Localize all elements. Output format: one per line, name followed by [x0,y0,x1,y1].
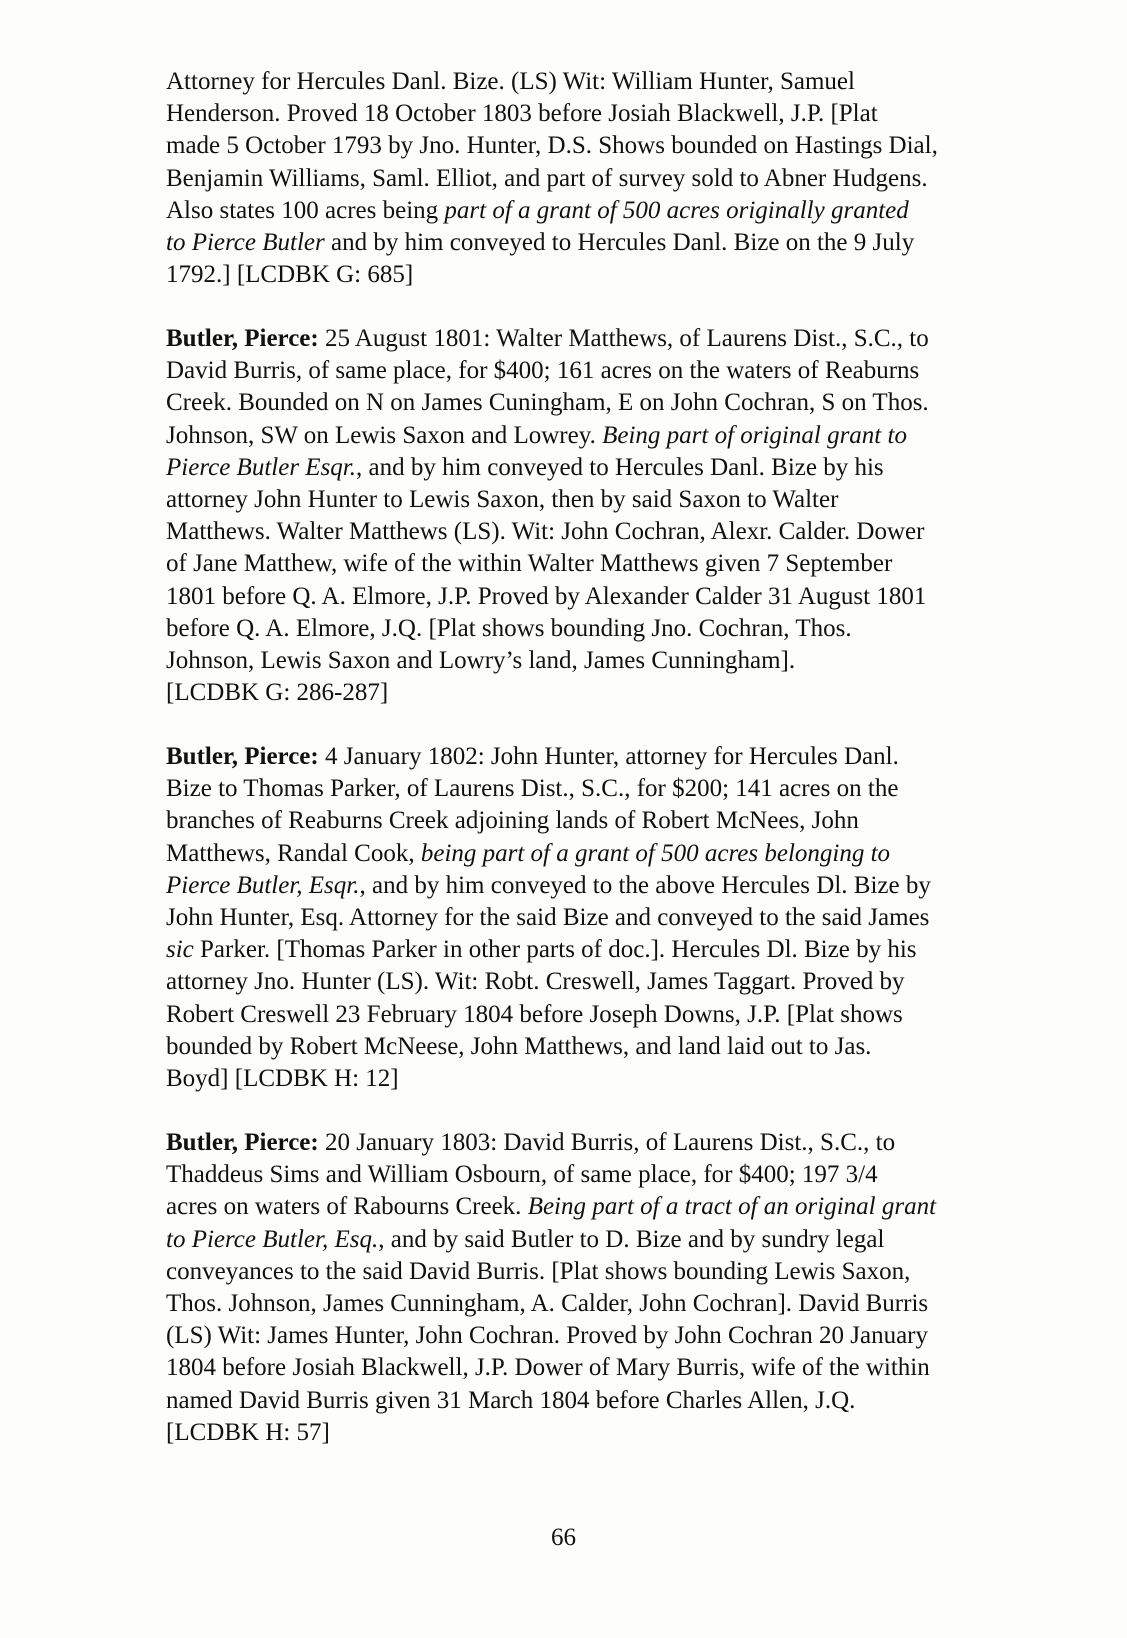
text-segment: (LS) Wit: James Hunter, John Cochran. Proved by John Cochran 20 January [166,1322,928,1350]
text-line [166,195,1046,227]
text-segment: before Q. A. Elmore, J.Q. [Plat shows bounding Jno. Cochran, Thos. [166,614,852,642]
text-line [166,902,1046,934]
italic-text: Pierce Butler, Esqr. [166,871,360,899]
text-segment: 20 January 1803: David Burris, of Laurens Dist., S.C., to [318,1129,896,1156]
text-line [166,581,1046,613]
text-segment: Johnson, Lewis Saxon and Lowry’s land, James Cunningham]. [166,647,796,675]
italic-text: part of a grant of 500 acres originally granted [444,196,909,224]
text-line [166,1256,1046,1288]
text-segment: Parker. [Thomas Parker in other parts of doc.]. Hercules Dl. Bize by his [193,936,917,964]
text-line [166,355,1046,387]
text-segment: , and by him conveyed to Hercules Danl. Bize by his [356,453,884,481]
text-line [166,259,1046,291]
text-segment: attorney John Hunter to Lewis Saxon, then by said Saxon to Walter [166,486,839,514]
text-segment: Benjamin Williams, Saml. Elliot, and part of survey sold to Abner Hudgens. [166,164,928,192]
text-line [166,1159,1046,1191]
text-line [166,645,1046,677]
italic-text: Being part of a tract of an original grant [527,1193,937,1221]
deed-entry-continued [166,66,1046,291]
italic-text: Pierce Butler Esqr. [166,453,357,481]
text-line [166,1417,1046,1449]
text-line [166,1031,1046,1063]
text-segment: Robert Creswell 23 February 1804 before Joseph Downs, J.P. [Plat shows [166,1000,903,1028]
text-segment: 4 January 1802: John Hunter, attorney for Hercules Danl. [318,743,899,770]
italic-text: being part of a grant of 500 acres belonging to [420,839,891,867]
deed-entry-butler-1801 [166,323,1046,709]
text-line [166,387,1046,419]
text-line [166,323,1046,355]
text-line [166,1224,1046,1256]
italic-text: to Pierce Butler, Esq. [166,1225,379,1253]
page-number: 66 [551,1524,576,1551]
text-line [166,516,1046,548]
text-segment: John Hunter, Esq. Attorney for the said Bize and conveyed to the said James [166,904,930,932]
text-line [166,227,1046,259]
text-line [166,613,1046,645]
text-line [166,452,1046,484]
text-line [166,805,1046,837]
text-segment: 1804 before Josiah Blackwell, J.P. Dower of Mary Burris, wife of the within [166,1354,930,1382]
text-line [166,548,1046,580]
text-line [166,1288,1046,1320]
text-segment: Attorney for Hercules Danl. Bize. (LS) Wit: William Hunter, Samuel [166,68,855,95]
text-segment: 1792.] [LCDBK G: 685] [166,261,414,289]
text-segment: attorney Jno. Hunter (LS). Wit: Robt. Creswell, James Taggart. Proved by [166,968,905,996]
text-line [166,838,1046,870]
text-segment: made 5 October 1793 by Jno. Hunter, D.S. Shows bounded on Hastings Dial, [166,132,938,160]
text-segment: 25 August 1801: Walter Matthews, of Laurens Dist., S.C., to [318,325,929,352]
text-segment: Thos. Johnson, James Cunningham, A. Calder, John Cochran]. David Burris [166,1290,929,1318]
text-line [166,741,1046,773]
text-segment: Bize to Thomas Parker, of Laurens Dist., S.C., for $200; 141 acres on the [166,775,899,803]
text-segment: Boyd] [LCDBK H: 12] [166,1065,399,1093]
text-line [166,677,1046,709]
text-segment: , and by him conveyed to the above Hercules Dl. Bize by [359,871,931,899]
entry-heading: Butler, Pierce: [166,743,319,770]
deed-entry-butler-1803 [166,1127,1046,1449]
text-segment: of Jane Matthew, wife of the within Walter Matthews given 7 September [166,550,893,578]
text-line [166,1385,1046,1417]
text-segment: bounded by Robert McNeese, John Matthews, and land laid out to Jas. [166,1032,872,1060]
text-line [166,1191,1046,1223]
text-segment: acres on waters of Rabourns Creek. [166,1193,528,1221]
text-segment: branches of Reaburns Creek adjoining lands of Robert McNees, John [166,807,859,835]
text-line [166,966,1046,998]
text-segment: named David Burris given 31 March 1804 before Charles Allen, J.Q. [166,1386,856,1414]
text-segment: Creek. Bounded on N on James Cuningham, E on John Cochran, S on Thos. [166,389,929,417]
text-segment: , and by said Butler to D. Bize and by sundry legal [378,1225,885,1253]
text-segment: Henderson. Proved 18 October 1803 before Josiah Blackwell, J.P. [Plat [166,100,878,128]
text-line [166,66,1046,98]
text-segment: Johnson, SW on Lewis Saxon and Lowrey. [166,421,603,449]
italic-text: Being part of original grant to [602,421,907,449]
text-segment: [LCDBK G: 286-287] [166,679,389,707]
text-line [166,934,1046,966]
text-segment: Also states 100 acres being [166,196,445,224]
text-line [166,999,1046,1031]
text-segment: Thaddeus Sims and William Osbourn, of same place, for $400; 197 3/4 [166,1161,878,1189]
text-segment: Matthews. Walter Matthews (LS). Wit: John Cochran, Alexr. Calder. Dower [166,518,925,546]
entry-heading: Butler, Pierce: [166,1129,319,1156]
italic-text: to Pierce Butler [166,229,325,257]
text-segment: Matthews, Randal Cook, [166,839,421,867]
text-segment: and by him conveyed to Hercules Danl. Bize on the 9 July [324,229,915,257]
italic-text: sic [166,936,194,964]
text-line [166,163,1046,195]
text-line [166,484,1046,516]
text-line [166,1352,1046,1384]
text-line [166,420,1046,452]
text-segment: conveyances to the said David Burris. [Plat shows bounding Lewis Saxon, [166,1257,911,1285]
text-line [166,870,1046,902]
text-line [166,130,1046,162]
text-segment: [LCDBK H: 57] [166,1418,330,1446]
text-segment: David Burris, of same place, for $400; 161 acres on the waters of Reaburns [166,357,920,385]
text-line [166,1320,1046,1352]
text-line [166,98,1046,130]
deed-entry-butler-1802 [166,741,1046,1095]
text-segment: 1801 before Q. A. Elmore, J.P. Proved by Alexander Calder 31 August 1801 [166,582,927,610]
text-line [166,1063,1046,1095]
entry-heading: Butler, Pierce: [166,325,319,352]
text-line [166,1127,1046,1159]
text-line [166,773,1046,805]
